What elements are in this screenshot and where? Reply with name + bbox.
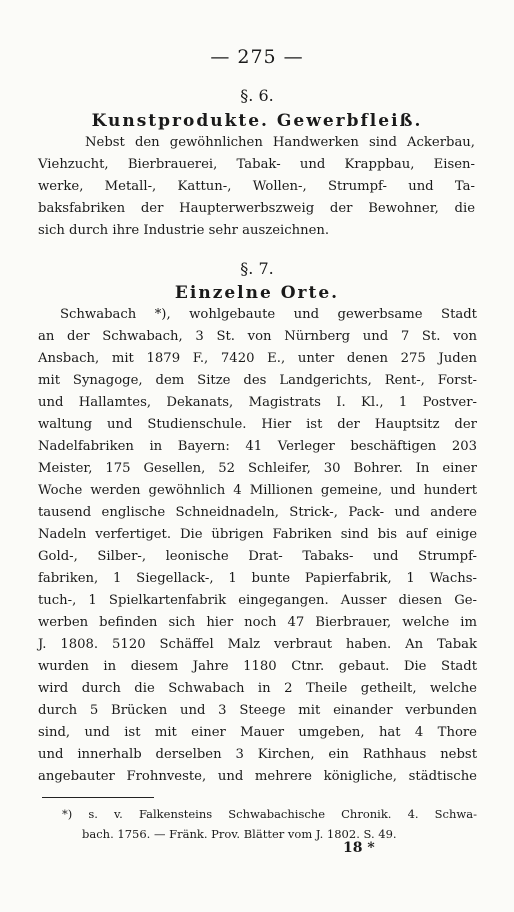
text-line: Woche werden gewöhnlich 4 Millionen gemeine, und hundert bbox=[38, 483, 477, 498]
text-line: Nebst den gewöhnlichen Handwerken sind Ackerbau, bbox=[85, 135, 475, 150]
text-line: angebauter Frohnveste, und mehrere königliche, städtische bbox=[38, 769, 477, 784]
section-7-title: Einzelne Orte. bbox=[174, 283, 340, 303]
footnote-divider bbox=[42, 797, 154, 798]
text-line: Meister, 175 Gesellen, 52 Schleifer, 30 Bohrer. In einer bbox=[38, 461, 477, 476]
text-line: Gold-, Silber-, leonische Drat- Tabaks- und Strumpf- bbox=[38, 549, 477, 564]
text-line: sind, und ist mit einer Mauer umgeben, hat 4 Thore bbox=[38, 725, 477, 740]
text-line: durch 5 Brücken und 3 Steege mit einander verbunden bbox=[38, 703, 477, 718]
signature-mark: 18 * bbox=[343, 840, 375, 856]
text-line: wird durch die Schwabach in 2 Theile getheilt, welche bbox=[38, 681, 477, 696]
section-6-title: Kunstprodukte. Gewerbfleiß. bbox=[91, 111, 423, 131]
text-line: an der Schwabach, 3 St. von Nürnberg und 7 St. von bbox=[38, 329, 477, 344]
text-line: mit Synagoge, dem Sitze des Landgerichts, Rent-, Forst- bbox=[38, 373, 477, 388]
text-line: tausend englische Schneidnadeln, Strick-, Pack- und andere bbox=[38, 505, 477, 520]
text-line: Ansbach, mit 1879 F., 7420 E., unter denen 275 Juden bbox=[38, 351, 477, 366]
text-line: werben befinden sich hier noch 47 Bierbrauer, welche im bbox=[38, 615, 477, 630]
section-7-heading: §. 7. bbox=[240, 259, 274, 278]
page-number: — 275 — bbox=[210, 46, 304, 68]
footnote-line: bach. 1756. — Fränk. Prov. Blätter vom J. 1802. S. 49. bbox=[82, 827, 397, 841]
text-line: werke, Metall-, Kattun-, Wollen-, Strumpf- und Ta- bbox=[38, 179, 475, 194]
footnote-line: *) s. v. Falkensteins Schwabachische Chronik. 4. Schwa- bbox=[62, 807, 477, 821]
text-line: Nadeln verfertiget. Die übrigen Fabriken sind bis auf einige bbox=[38, 527, 477, 542]
text-line: wurden in diesem Jahre 1180 Ctnr. gebaut. Die Stadt bbox=[38, 659, 477, 674]
text-line: und Hallamtes, Dekanats, Magistrats I. Kl., 1 Postver- bbox=[38, 395, 477, 410]
text-line: sich durch ihre Industrie sehr auszeichnen. bbox=[38, 223, 330, 238]
text-line: waltung und Studienschule. Hier ist der Hauptsitz der bbox=[38, 417, 477, 432]
text-line: fabriken, 1 Siegellack-, 1 bunte Papierfabrik, 1 Wachs- bbox=[38, 571, 477, 586]
text-line: Schwabach *), wohlgebaute und gewerbsame Stadt bbox=[60, 307, 477, 322]
text-line: Nadelfabriken in Bayern: 41 Verleger beschäftigen 203 bbox=[38, 439, 477, 454]
section-6-heading: §. 6. bbox=[240, 86, 274, 105]
text-line: tuch-, 1 Spielkartenfabrik eingegangen. Ausser diesen Ge- bbox=[38, 593, 477, 608]
text-line: baksfabriken der Haupterwerbszweig der Bewohner, die bbox=[38, 201, 475, 216]
text-line: J. 1808. 5120 Schäffel Malz verbraut haben. An Tabak bbox=[38, 637, 477, 652]
text-line: und innerhalb derselben 3 Kirchen, ein Rathhaus nebst bbox=[38, 747, 477, 762]
text-line: Viehzucht, Bierbrauerei, Tabak- und Krappbau, Eisen- bbox=[38, 157, 475, 172]
